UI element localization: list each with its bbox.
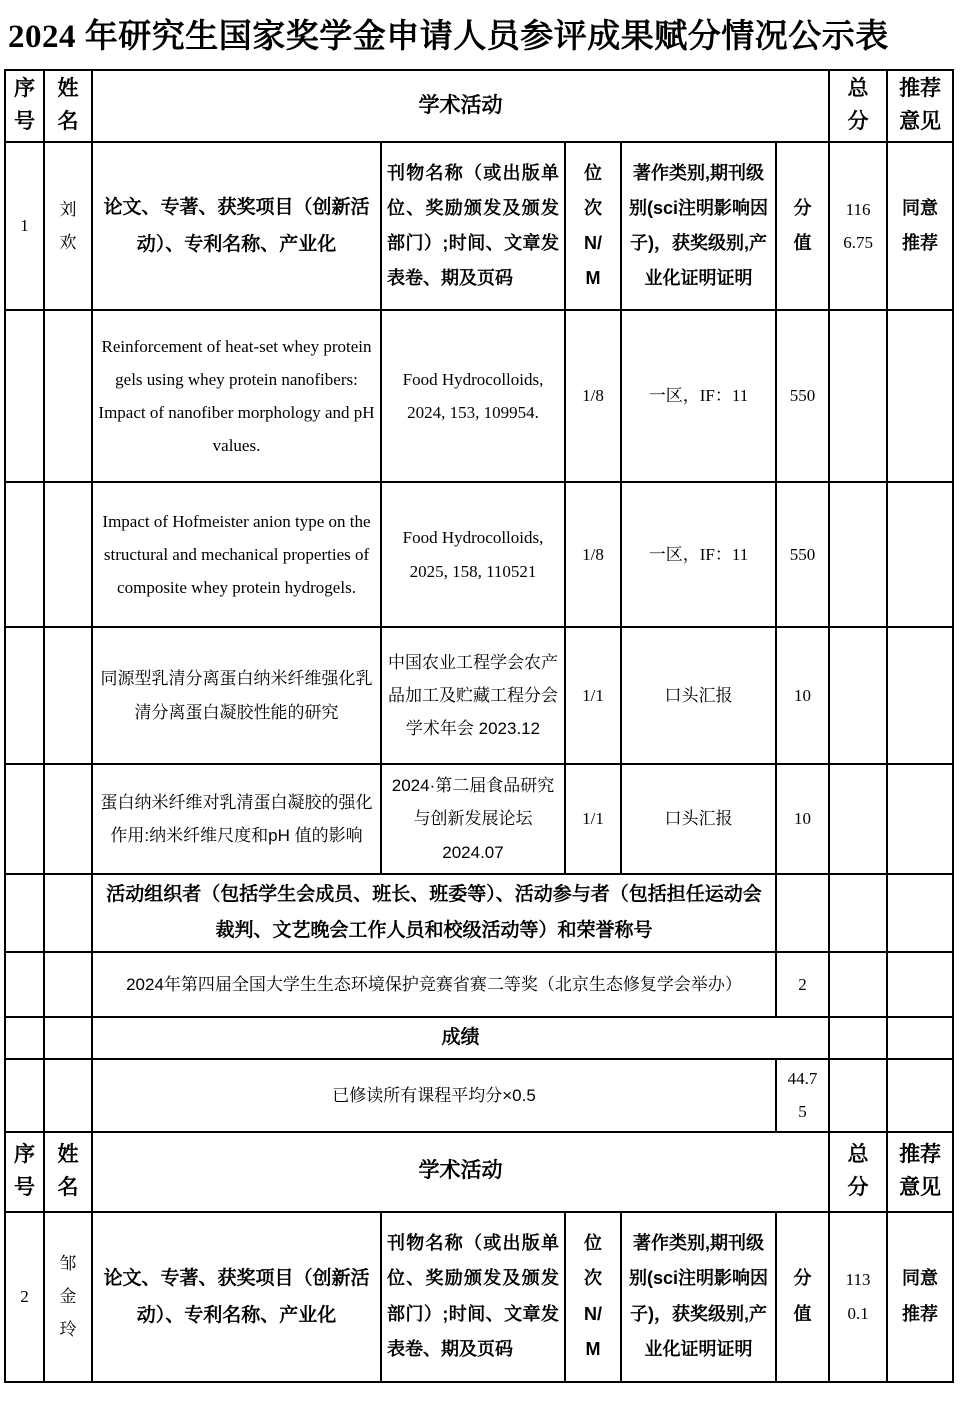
entry-score: 550 [776, 482, 829, 627]
header-col-total-text: 总分 [847, 77, 869, 133]
label-category: 著作类别,期刊级别(sci注明影响因子)，获奖级别,产业化证明证明 [621, 1212, 776, 1382]
total-score-text: 1166.75 [843, 199, 873, 252]
entry-publication: Food Hydrocolloids, 2024, 153, 109954. [381, 310, 565, 482]
header-col-total [829, 1132, 887, 1212]
empty-cell [5, 874, 44, 952]
header-col-total-text: 总分 [847, 1143, 869, 1199]
grade-section-title: 成绩 [92, 1017, 829, 1059]
header-col-activity-text: 学术活动 [418, 1159, 503, 1183]
total-score [829, 1212, 887, 1382]
empty-cell [887, 627, 953, 764]
header-col-total [829, 70, 887, 142]
grade-score-text: 44.75 [787, 1069, 818, 1122]
header-col-name [44, 1132, 92, 1212]
header-row-1 [5, 70, 953, 142]
entry-category: 口头汇报 [621, 764, 776, 874]
header-col-recommend-text: 推荐意见 [899, 1143, 942, 1199]
empty-cell [829, 482, 887, 627]
grade-header-row [5, 1017, 953, 1059]
entry-score: 550 [776, 310, 829, 482]
entry-score: 10 [776, 764, 829, 874]
entry-row [5, 482, 953, 627]
entry-row [5, 627, 953, 764]
header-row-2 [5, 1132, 953, 1212]
applicant-name [44, 1212, 92, 1382]
activity-header-row [5, 874, 953, 952]
empty-cell [5, 1017, 44, 1059]
entry-publication: 2024·第二届食品研究与创新发展论坛 2024.07 [381, 764, 565, 874]
activity-section-title: 活动组织者（包括学生会成员、班长、班委等）、活动参与者（包括担任运动会裁判、文艺晚会工作人员和校级活动等）和荣誉称号 [92, 874, 776, 952]
document-title: 2024 年研究生国家奖学金申请人员参评成果赋分情况公示表 [8, 19, 889, 55]
entry-title: Reinforcement of heat-set whey protein gels using whey protein nanofibers: Impact of nanofiber morphology and pH values. [92, 310, 381, 482]
entry-score: 10 [776, 627, 829, 764]
label-rank [565, 142, 621, 310]
empty-cell [5, 952, 44, 1017]
empty-cell [887, 764, 953, 874]
empty-cell [829, 874, 887, 952]
person-row-1 [5, 142, 953, 310]
empty-cell [5, 627, 44, 764]
empty-cell [887, 874, 953, 952]
award-row [5, 952, 953, 1017]
empty-cell [44, 482, 92, 627]
applicant-name [44, 142, 92, 310]
empty-cell [887, 1017, 953, 1059]
empty-cell [44, 874, 92, 952]
empty-cell [44, 952, 92, 1017]
label-score-text: 分值 [793, 197, 812, 253]
label-score-text: 分值 [793, 1268, 812, 1324]
score-table [4, 69, 954, 1383]
recommendation [887, 142, 953, 310]
header-col-no [5, 1132, 44, 1212]
label-score [776, 142, 829, 310]
seq-number: 2 [5, 1212, 44, 1382]
header-col-recommend [887, 1132, 953, 1212]
entry-category: 一区，IF：11 [621, 482, 776, 627]
empty-cell [5, 310, 44, 482]
entry-rank: 1/1 [565, 764, 621, 874]
empty-cell [887, 952, 953, 1017]
empty-cell [887, 310, 953, 482]
empty-cell [829, 310, 887, 482]
empty-cell [44, 627, 92, 764]
recommendation [887, 1212, 953, 1382]
applicant-name-text: 邹金玲 [59, 1253, 77, 1340]
entry-category: 一区，IF：11 [621, 310, 776, 482]
applicant-name-text: 刘欢 [59, 199, 77, 252]
empty-cell [44, 764, 92, 874]
empty-cell [829, 764, 887, 874]
header-col-no-text: 序号 [13, 1143, 35, 1199]
entry-rank: 1/8 [565, 482, 621, 627]
entry-row [5, 310, 953, 482]
label-work: 论文、专著、获奖项目（创新活动）、专利名称、产业化 [92, 1212, 381, 1382]
header-col-activity [92, 70, 829, 142]
empty-cell [829, 1017, 887, 1059]
header-col-activity [92, 1132, 829, 1212]
entry-publication: Food Hydrocolloids, 2025, 158, 110521 [381, 482, 565, 627]
empty-cell [829, 1059, 887, 1131]
person-row-2 [5, 1212, 953, 1382]
label-work: 论文、专著、获奖项目（创新活动）、专利名称、产业化 [92, 142, 381, 310]
label-publication: 刊物名称（或出版单位、奖励颁发及颁发部门）;时间、文章发表卷、期及页码 [381, 142, 565, 310]
entry-title: 同源型乳清分离蛋白纳米纤维强化乳清分离蛋白凝胶性能的研究 [92, 627, 381, 764]
label-score [776, 1212, 829, 1382]
header-col-no [5, 70, 44, 142]
entry-title: 蛋白纳米纤维对乳清蛋白凝胶的强化作用:纳米纤维尺度和pH 值的影响 [92, 764, 381, 874]
grade-text: 已修读所有课程平均分×0.5 [92, 1059, 776, 1131]
header-col-no-text: 序号 [13, 77, 35, 133]
label-category: 著作类别,期刊级别(sci注明影响因子)，获奖级别,产业化证明证明 [621, 142, 776, 310]
entry-rank: 1/1 [565, 627, 621, 764]
seq-number: 1 [5, 142, 44, 310]
entry-title: Impact of Hofmeister anion type on the structural and mechanical properties of composite whey protein hydrogels. [92, 482, 381, 627]
empty-cell [887, 482, 953, 627]
header-col-name-text: 姓名 [57, 1143, 79, 1199]
header-col-name [44, 70, 92, 142]
award-score: 2 [776, 952, 829, 1017]
empty-cell [5, 764, 44, 874]
header-col-recommend [887, 70, 953, 142]
empty-cell [5, 482, 44, 627]
award-text: 2024年第四届全国大学生生态环境保护竞赛省赛二等奖（北京生态修复学会举办） [92, 952, 776, 1017]
entry-publication: 中国农业工程学会农产品加工及贮藏工程分会学术年会 2023.12 [381, 627, 565, 764]
entry-rank: 1/8 [565, 310, 621, 482]
total-score [829, 142, 887, 310]
empty-cell [776, 874, 829, 952]
label-rank [565, 1212, 621, 1382]
entry-row [5, 764, 953, 874]
grade-row [5, 1059, 953, 1131]
recommendation-text: 同意推荐 [902, 1268, 939, 1324]
empty-cell [5, 1059, 44, 1131]
empty-cell [44, 1059, 92, 1131]
empty-cell [829, 627, 887, 764]
recommendation-text: 同意推荐 [902, 197, 939, 253]
entry-category: 口头汇报 [621, 627, 776, 764]
label-publication: 刊物名称（或出版单位、奖励颁发及颁发部门）;时间、文章发表卷、期及页码 [381, 1212, 565, 1382]
total-score-text: 1130.1 [845, 1270, 871, 1323]
grade-score [776, 1059, 829, 1131]
label-rank-text: 位次N/M [584, 1233, 602, 1359]
empty-cell [887, 1059, 953, 1131]
empty-cell [829, 952, 887, 1017]
empty-cell [44, 310, 92, 482]
header-col-activity-text: 学术活动 [418, 93, 503, 117]
label-rank-text: 位次N/M [584, 162, 602, 289]
empty-cell [44, 1017, 92, 1059]
header-col-name-text: 姓名 [57, 77, 79, 133]
header-col-recommend-text: 推荐意见 [899, 77, 942, 133]
